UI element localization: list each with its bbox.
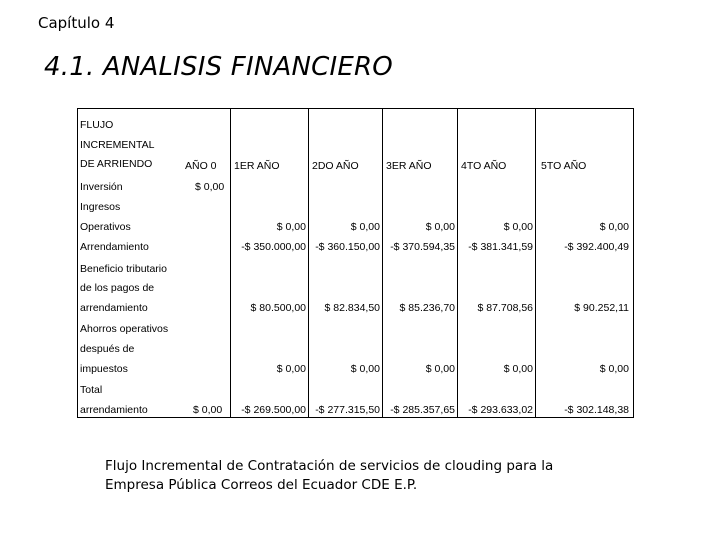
table-cell: -$ 392.400,49 <box>564 241 629 253</box>
column-header: 2DO AÑO <box>312 160 359 172</box>
table-cell: -$ 360.150,00 <box>315 241 380 253</box>
table-cell: $ 0,00 <box>350 221 380 233</box>
column-divider <box>230 109 231 417</box>
table-cell: -$ 350.000,00 <box>241 241 306 253</box>
column-header: AÑO 0 <box>185 160 217 172</box>
column-divider <box>535 109 536 417</box>
table-cell: -$ 277.315,50 <box>315 404 380 416</box>
caption-line: Empresa Pública Correos del Ecuador CDE E.P. <box>105 477 418 493</box>
table-cell: $ 0,00 <box>599 363 629 375</box>
row-label: arrendamiento <box>80 302 148 314</box>
caption-line: Flujo Incremental de Contratación de servicios de clouding para la <box>105 458 554 474</box>
header-label-line: DE ARRIENDO <box>80 158 153 170</box>
header-label-line: INCREMENTAL <box>80 139 155 151</box>
row-label: Total <box>80 384 103 396</box>
table-cell: $ 82.834,50 <box>324 302 380 314</box>
table-cell: $ 0,00 <box>195 181 225 193</box>
column-divider <box>382 109 383 417</box>
row-label: después de <box>80 343 135 355</box>
table-cell: $ 0,00 <box>276 363 306 375</box>
row-label: Beneficio tributario <box>80 263 167 275</box>
row-label: Ingresos <box>80 201 121 213</box>
table-cell: $ 80.500,00 <box>250 302 306 314</box>
row-label: Inversión <box>80 181 123 193</box>
column-divider <box>308 109 309 417</box>
table-cell: $ 0,00 <box>425 363 455 375</box>
column-header: 5TO AÑO <box>541 160 587 172</box>
table-cell: -$ 302.148,38 <box>564 404 629 416</box>
cash-flow-table <box>77 108 634 418</box>
column-header: 4TO AÑO <box>461 160 507 172</box>
table-cell: $ 0,00 <box>599 221 629 233</box>
header-label-line: FLUJO <box>80 119 114 131</box>
row-label: de los pagos de <box>80 282 155 294</box>
column-divider <box>457 109 458 417</box>
page-title: 4.1. ANALISIS FINANCIERO <box>44 52 393 82</box>
table-cell: $ 85.236,70 <box>399 302 455 314</box>
row-label: Arrendamiento <box>80 241 149 253</box>
row-label: impuestos <box>80 363 128 375</box>
table-cell: $ 90.252,11 <box>574 302 629 314</box>
table-cell: $ 0,00 <box>276 221 306 233</box>
row-label: Operativos <box>80 221 131 233</box>
table-cell: -$ 269.500,00 <box>241 404 306 416</box>
table-cell: -$ 293.633,02 <box>468 404 533 416</box>
table-cell: $ 0,00 <box>503 363 533 375</box>
table-caption <box>105 457 575 495</box>
row-label: arrendamiento <box>80 404 148 416</box>
table-cell: -$ 285.357,65 <box>390 404 455 416</box>
table-cell: $ 0,00 <box>193 404 223 416</box>
column-header: 3ER AÑO <box>386 160 432 172</box>
table-cell: $ 0,00 <box>350 363 380 375</box>
table-cell: -$ 381.341,59 <box>468 241 533 253</box>
table-cell: -$ 370.594,35 <box>390 241 455 253</box>
table-cell: $ 0,00 <box>503 221 533 233</box>
table-cell: $ 87.708,56 <box>477 302 533 314</box>
row-label: Ahorros operativos <box>80 323 169 335</box>
chapter-label: Capítulo 4 <box>38 14 115 32</box>
table-cell: $ 0,00 <box>425 221 455 233</box>
column-header: 1ER AÑO <box>234 160 280 172</box>
